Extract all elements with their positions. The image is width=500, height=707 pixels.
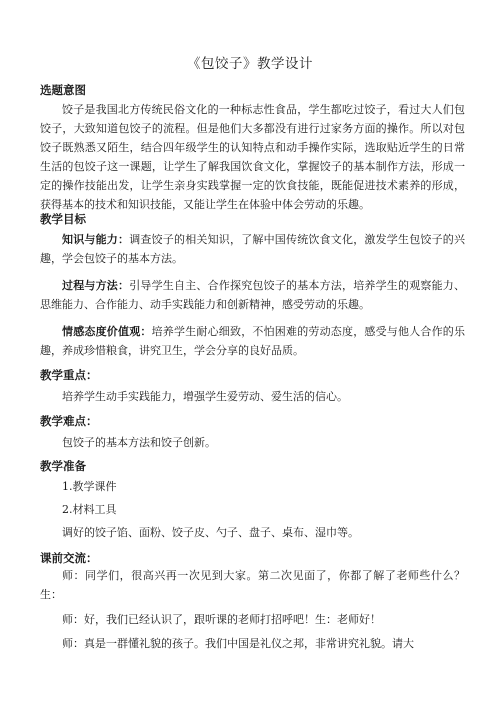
goal-knowledge-text: 调查饺子的相关知识，了解中国传统饮食文化，激发学生包饺子的兴趣，学会包饺子的基本方法。 [40,233,466,265]
goal-process-label: 过程与方法： [62,279,130,292]
warmup-dialogue-2: 师：好，我们已经认识了，跟听课的老师打招呼吧！生：老师好！ [62,613,381,626]
goal-knowledge [40,230,465,268]
section-heading-warmup: 课前交流： [40,551,98,565]
goal-knowledge-label: 知识与能力： [62,233,130,246]
prep-item-1: 1.教学课件 [62,480,117,493]
prep-item-2: 2.材料工具 [62,503,117,516]
warmup-dialogue-1: 师：同学们，很高兴再一次见到大家。第二次见面了，你都了解了老师些什么？生： [40,569,465,601]
difficulties-text: 包饺子的基本方法和饺子创新。 [62,436,216,449]
warmup-dialogue-3: 师：真是一群懂礼貌的孩子。我们中国是礼仪之邦，非常讲究礼貌。请大 [62,637,414,650]
page-title: 《包饺子》教学设计 [187,56,313,72]
goal-process-text: 引导学生自主、合作探究包饺子的基本方法，培养学生的观察能力、思维能力、合作能力、动手实践能力和创新精神，感受劳动的乐趣。 [40,279,466,311]
key-points-text: 培养学生动手实践能力，增强学生爱劳动、爱生活的信心。 [62,390,348,403]
paragraph-intent: 饺子是我国北方传统民俗文化的一种标志性食品，学生都吃过饺子，看过大人们包饺子，大致知道包饺子的流程。但是他们大多都没有进行过家务方面的操作。所以对包饺子既熟悉又陌生，结合四年级学生的认知特点和动手操作实际，选取贴近学生的日常生活的包饺子这一课题，让学生了解我国饮食文化，掌握饺子的基本制作方法，形成一定的操作技能出发，让学生亲身实践掌握一定的饮食技能，既能促进技术素养的形成，获得基本的技术和知识技能，又能让学生在体验中体会劳动的乐趣。 [40,103,465,211]
section-heading-preparation: 教学准备 [40,459,86,473]
section-heading-key-points: 教学重点： [40,368,98,382]
goal-emotion-text: 培养学生耐心细致，不怕困难的劳动态度，感受与他人合作的乐趣，养成珍惜粮食，讲究卫生，学会分享的良好品质。 [40,325,466,357]
goal-emotion [40,322,465,360]
prep-item-3: 调好的饺子馅、面粉、饺子皮、勺子、盘子、桌布、湿巾等。 [62,526,359,539]
goal-emotion-label: 情感态度价值观： [62,325,152,338]
section-heading-difficulties: 教学难点： [40,414,98,428]
goal-process [40,276,465,314]
section-heading-intent: 选题意图 [40,83,86,97]
section-heading-goals: 教学目标 [40,212,86,226]
